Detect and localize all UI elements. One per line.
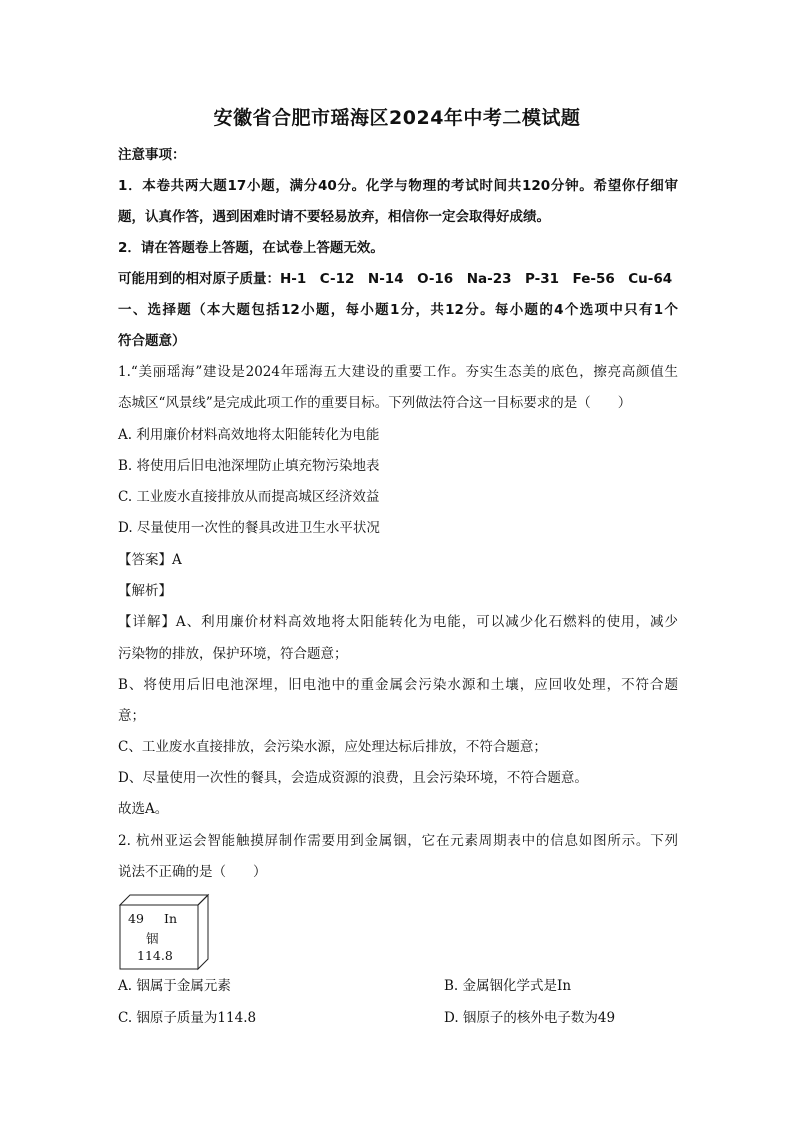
notice-item-2: 2．请在答题卷上答题，在试卷上答题无效。 — [118, 240, 384, 256]
q1-option-d: D. 尽量使用一次性的餐具改进卫生水平状况 — [118, 520, 380, 536]
atomic-masses: 可能用到的相对原子质量：H-1 C-12 N-14 O-16 Na-23 P-31 Fe-56 Cu-64 — [118, 271, 673, 287]
q1-detail-line-4: 意； — [118, 708, 145, 724]
q2-option-a: A. 铟属于金属元素 — [118, 978, 231, 994]
q1-analysis-label: 【解析】 — [118, 583, 172, 599]
element-symbol: In — [164, 911, 177, 926]
q1-option-b: B. 将使用后旧电池深埋防止填充物污染地表 — [118, 458, 380, 474]
q1-conclusion: 故选A。 — [118, 801, 169, 817]
element-name: 铟 — [146, 931, 159, 946]
page-title: 安徽省合肥市瑶海区2024年中考二模试题 — [213, 107, 581, 129]
element-atomic-mass: 114.8 — [137, 948, 173, 963]
q1-stem-line-1: 1.“美丽瑶海”建设是2024年瑶海五大建设的重要工作。夯实生态美的底色，擦亮高颜值生 — [118, 364, 678, 380]
notice-item-1-line-1: 1．本卷共两大题17小题，满分40分。化学与物理的考试时间共120分钟。希望你仔细审 — [118, 178, 678, 194]
element-atomic-number: 49 — [128, 911, 144, 926]
q1-detail-line-5: C、工业废水直接排放，会污染水源，应处理达标后排放，不符合题意； — [118, 739, 547, 755]
section-1-heading-line-2: 符合题意） — [118, 333, 186, 349]
q1-detail-line-1: 【详解】A、利用廉价材料高效地将太阳能转化为电能，可以减少化石燃料的使用，减少 — [118, 614, 678, 630]
q1-detail-line-6: D、尽量使用一次性的餐具，会造成资源的浪费，且会污染环境，不符合题意。 — [118, 770, 588, 786]
q1-answer: 【答案】A — [118, 552, 182, 568]
periodic-element-card — [118, 893, 210, 971]
q2-stem-line-2: 说法不正确的是（ ） — [118, 864, 267, 880]
notice-item-1-line-2: 题，认真作答，遇到困难时请不要轻易放弃，相信你一定会取得好成绩。 — [118, 209, 550, 225]
q1-stem-line-2: 态城区“风景线”是完成此项工作的重要目标。下列做法符合这一目标要求的是（ ） — [118, 395, 632, 411]
q2-option-d: D. 铟原子的核外电子数为49 — [444, 1010, 616, 1026]
section-1-heading-line-1: 一、选择题（本大题包括12小题，每小题1分，共12分。每小题的4个选项中只有1个 — [118, 302, 678, 318]
q1-option-a: A. 利用廉价材料高效地将太阳能转化为电能 — [118, 427, 380, 443]
q1-option-c: C. 工业废水直接排放从而提高城区经济效益 — [118, 489, 380, 505]
q2-stem-line-1: 2. 杭州亚运会智能触摸屏制作需要用到金属铟，它在元素周期表中的信息如图所示。下列 — [118, 833, 678, 849]
notice-heading: 注意事项： — [118, 147, 186, 163]
q1-detail-line-3: B、将使用后旧电池深埋，旧电池中的重金属会污染水源和土壤，应回收处理，不符合题 — [118, 677, 678, 693]
q1-detail-line-2: 污染物的排放，保护环境，符合题意； — [118, 646, 348, 662]
q2-option-c: C. 铟原子质量为114.8 — [118, 1010, 257, 1026]
q2-option-b: B. 金属铟化学式是In — [444, 978, 572, 994]
